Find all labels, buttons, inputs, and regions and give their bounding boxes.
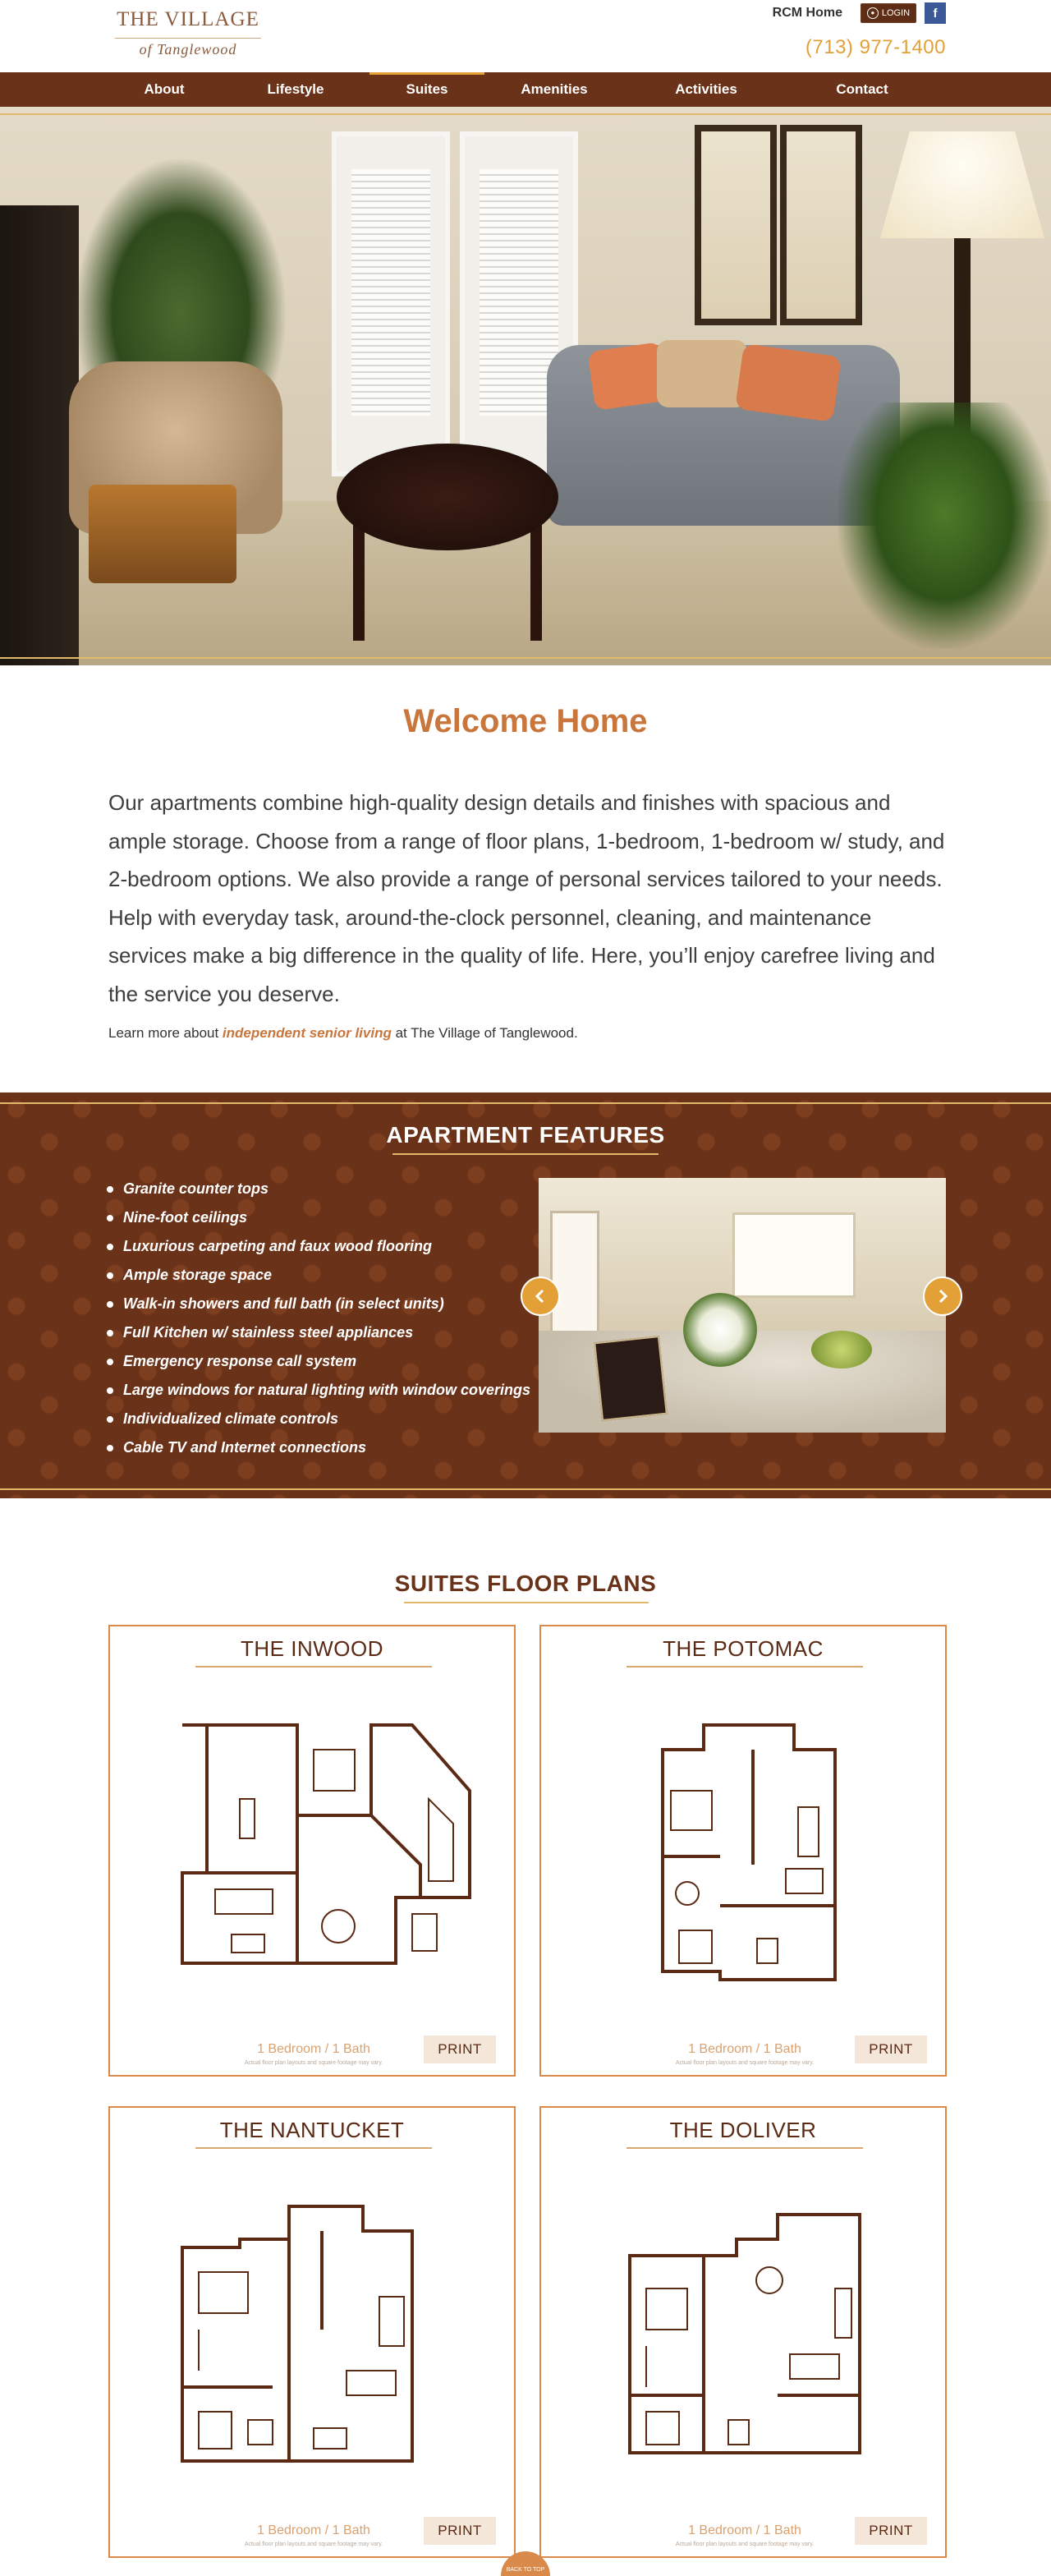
floorplan-beds: 1 Bedroom / 1 Bath xyxy=(688,2042,801,2056)
floorplan-drawing[interactable] xyxy=(149,1700,478,2012)
logo-line-1: THE VILLAGE xyxy=(117,8,259,30)
phone-number[interactable]: (713) 977-1400 xyxy=(805,36,946,58)
feature-item: Walk-in showers and full bath (in select units) xyxy=(105,1290,530,1318)
rcm-home-link[interactable]: RCM Home xyxy=(772,6,842,20)
logo-rule xyxy=(115,38,261,39)
chevron-left-icon[interactable] xyxy=(521,1276,560,1316)
floorplan-card-potomac xyxy=(539,1625,947,2077)
feature-item: Individualized climate controls xyxy=(105,1405,530,1433)
floorplan-card-inwood xyxy=(108,1625,516,2077)
floorplan-name: THE DOLIVER xyxy=(669,2118,817,2142)
feature-item: Nine-foot ceilings xyxy=(105,1203,530,1232)
learn-suffix: at The Village of Tanglewood. xyxy=(391,1025,578,1041)
nav-activities[interactable]: Activities xyxy=(675,81,737,97)
feature-item: Large windows for natural lighting with window coverings xyxy=(105,1376,530,1405)
apartment-features-section xyxy=(0,1092,1051,1498)
feature-item: Cable TV and Internet connections xyxy=(105,1433,530,1462)
nav-lifestyle[interactable]: Lifestyle xyxy=(267,81,324,97)
floorplan-beds: 1 Bedroom / 1 Bath xyxy=(257,2523,370,2537)
floorplan-note: Actual floor plan layouts and square footage may vary. xyxy=(675,2542,815,2547)
top-utility-nav xyxy=(773,3,946,23)
print-button[interactable]: PRINT xyxy=(424,2036,496,2063)
wall-art-right xyxy=(780,125,862,325)
feature-item: Granite counter tops xyxy=(105,1175,530,1203)
main-nav xyxy=(0,72,1051,107)
site-logo[interactable] xyxy=(113,5,263,66)
floorplan-name: THE NANTUCKET xyxy=(219,2118,405,2142)
print-button[interactable]: PRINT xyxy=(855,2036,927,2063)
facebook-icon[interactable]: f xyxy=(925,2,946,24)
hero-image xyxy=(0,107,1051,665)
feature-item: Ample storage space xyxy=(105,1261,530,1290)
welcome-title: Welcome Home xyxy=(403,703,648,739)
logo-line-2: of Tanglewood xyxy=(139,41,237,58)
chevron-right-icon[interactable] xyxy=(923,1276,962,1316)
nav-suites[interactable]: Suites xyxy=(369,72,484,107)
login-button[interactable] xyxy=(861,3,916,23)
coffee-table xyxy=(337,444,558,550)
floorplan-name: THE INWOOD xyxy=(241,1636,383,1661)
user-icon: ● xyxy=(867,7,879,19)
floorplan-drawing[interactable] xyxy=(581,1700,909,2012)
floorplan-card-doliver xyxy=(539,2106,947,2558)
print-button[interactable]: PRINT xyxy=(424,2517,496,2545)
wall-art-left xyxy=(695,125,777,325)
floorplan-drawing[interactable] xyxy=(581,2182,909,2494)
independent-living-link[interactable]: independent senior living xyxy=(222,1025,392,1041)
floorplan-name: THE POTOMAC xyxy=(663,1636,824,1661)
site-header xyxy=(0,0,1051,72)
nav-amenities[interactable]: Amenities xyxy=(521,81,588,97)
nav-about[interactable]: About xyxy=(144,81,185,97)
floorplan-drawing[interactable] xyxy=(149,2182,478,2494)
features-list xyxy=(105,1175,530,1462)
potted-plant xyxy=(838,402,1051,649)
french-door-left xyxy=(332,131,450,476)
learn-prefix: Learn more about xyxy=(108,1025,223,1041)
back-to-top-button[interactable]: BACK TO TOP xyxy=(501,2551,550,2576)
features-slider-image xyxy=(539,1178,946,1433)
floorplans-title: SUITES FLOOR PLANS xyxy=(394,1571,657,1596)
feature-item: Full Kitchen w/ stainless steel appliances xyxy=(105,1318,530,1347)
floorplan-beds: 1 Bedroom / 1 Bath xyxy=(257,2042,370,2056)
welcome-body: Our apartments combine high-quality design details and finishes with spacious and ample storage. Choose from a range of floor plans, 1-bedroom, 1-bedroom w/ study, and 2-bedroom options. We also provide a range of personal services tailored to your needs. Help with everyday task, around-the-clock personnel, cleaning, and maintenance services make a big difference in the quality of life. Here, you’ll enjoy carefree living and the service you deserve. xyxy=(108,790,945,1006)
floorplan-note: Actual floor plan layouts and square footage may vary. xyxy=(244,2060,383,2066)
nav-contact[interactable]: Contact xyxy=(836,81,888,97)
magazine-basket xyxy=(89,485,236,583)
floorplan-card-nantucket xyxy=(108,2106,516,2558)
print-button[interactable]: PRINT xyxy=(855,2517,927,2545)
learn-more-text xyxy=(108,1025,578,1042)
feature-item: Luxurious carpeting and faux wood flooring xyxy=(105,1232,530,1261)
floorplan-note: Actual floor plan layouts and square footage may vary. xyxy=(244,2542,383,2547)
login-label: LOGIN xyxy=(881,8,911,18)
floorplan-beds: 1 Bedroom / 1 Bath xyxy=(688,2523,801,2537)
feature-item: Emergency response call system xyxy=(105,1347,530,1376)
cabinet xyxy=(0,205,79,665)
features-title: APARTMENT FEATURES xyxy=(386,1122,665,1148)
floorplan-note: Actual floor plan layouts and square footage may vary. xyxy=(675,2060,815,2066)
